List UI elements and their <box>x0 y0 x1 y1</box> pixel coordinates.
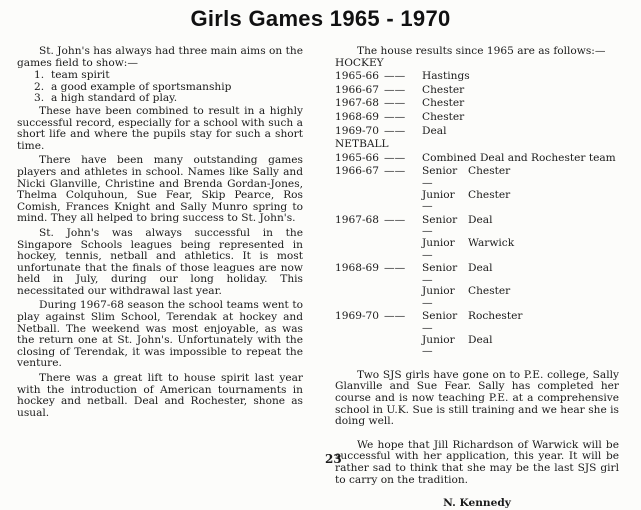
junior-result <box>422 190 619 213</box>
result-winner: Chester <box>422 83 465 96</box>
level-label: Junior — <box>422 285 455 309</box>
junior-winner: Warwick <box>468 236 515 249</box>
aim-text: a good example of sportsmanship <box>51 80 232 93</box>
result-dash: —— <box>384 310 406 323</box>
junior-result <box>422 335 619 358</box>
hockey-result-row <box>335 112 619 124</box>
body-paragraph: There was a great lift to house spirit last year with the introduction of American tournaments in hockey and netball. Deal and Rochester, shone as usual. <box>17 372 303 419</box>
senior-winner: Chester <box>468 165 511 178</box>
results-intro: The house results since 1965 are as follows:— <box>357 45 606 57</box>
result-dash: —— <box>384 83 406 96</box>
body-paragraph: These have been combined to result in a highly successful record, especially for a school with such a short life and where the pupils stay for such a short time. <box>17 104 303 152</box>
body-paragraph: We hope that Jill Richardson of Warwick will be successful with her application, this year. It will be rather sad to think that she may be the last SJS girl to carry on the tradition. <box>335 438 619 486</box>
aim-text: a high standard of play. <box>51 92 178 105</box>
result-dash: —— <box>384 262 406 275</box>
junior-winner: Deal <box>468 333 493 346</box>
aim-number: 1. <box>34 69 45 82</box>
result-year: 1969-70 <box>335 310 380 323</box>
result-year: 1967-68 <box>335 97 380 110</box>
result-year: 1965-66 <box>335 151 380 164</box>
result-split <box>422 311 619 357</box>
senior-winner: Rochester <box>468 310 523 323</box>
aim-number: 2. <box>34 80 45 93</box>
result-dash: —— <box>384 165 406 178</box>
page-number: 23 <box>325 452 342 466</box>
intro-paragraph: St. John's has always had three main aims on the games field to show:— <box>17 45 303 69</box>
junior-winner: Chester <box>468 285 511 298</box>
result-dash: —— <box>384 151 406 164</box>
result-dash: —— <box>384 110 406 123</box>
netball-results <box>335 166 619 358</box>
result-winner: Combined Deal and Rochester team <box>422 151 616 164</box>
netball-result-row <box>335 153 619 165</box>
result-dash: —— <box>384 70 406 83</box>
result-year: 1969-70 <box>335 124 380 137</box>
body-paragraph: During 1967-68 season the school teams went to play against Slim School, Terendak at hockey and Netball. The weekend was most enjoyable, as was the return one at St. John's. Unfortunately with the closing of Terendak, it was impossible to repeat the venture. <box>17 299 303 370</box>
netball-heading: NETBALL <box>335 138 389 151</box>
senior-winner: Deal <box>468 262 493 275</box>
junior-result <box>422 238 619 261</box>
hockey-result-row <box>335 71 619 83</box>
hockey-heading: HOCKEY <box>335 56 384 69</box>
netball-result-row <box>335 166 619 212</box>
hockey-results <box>335 71 619 137</box>
senior-result <box>422 311 619 334</box>
result-winner: Hastings <box>422 70 470 83</box>
result-split <box>422 166 619 212</box>
body-paragraph: There have been many outstanding games players and athletes in school. Names like Sally and Nicki Glanville, Christine and Brenda Gordan-Jones, Thelma Colquhoun, Sue Fear, Skip Pearce, Ros Comish, Frances Knight and Sally Munro spring to mind. They all helped to bring success to St. John's. <box>17 154 303 225</box>
senior-winner: Deal <box>468 213 493 226</box>
level-label: Junior — <box>422 188 455 213</box>
junior-result <box>422 286 619 309</box>
hockey-result-row <box>335 85 619 97</box>
result-winner: Chester <box>422 110 465 123</box>
result-winner: Chester <box>422 97 465 110</box>
netball-result-row <box>335 263 619 309</box>
senior-result <box>422 263 619 286</box>
level-label: Senior — <box>422 262 458 286</box>
result-year: 1966-67 <box>335 165 380 178</box>
result-winner: Deal <box>422 124 447 137</box>
left-column <box>17 46 303 419</box>
author-signature: N. Kennedy <box>443 497 511 510</box>
aims-list <box>17 70 303 105</box>
level-label: Senior — <box>422 165 458 189</box>
page-title: Girls Games 1965 - 1970 <box>190 6 451 31</box>
result-year: 1968-69 <box>335 110 380 123</box>
hockey-result-row <box>335 126 619 138</box>
result-year: 1968-69 <box>335 262 380 275</box>
result-dash: —— <box>384 213 406 226</box>
senior-result <box>422 166 619 189</box>
result-split <box>422 215 619 261</box>
level-label: Junior — <box>422 333 455 358</box>
aim-number: 3. <box>34 92 45 105</box>
result-year: 1967-68 <box>335 213 380 226</box>
hockey-result-row <box>335 98 619 110</box>
aim-item <box>17 93 303 105</box>
result-split <box>422 263 619 309</box>
result-year: 1966-67 <box>335 83 380 96</box>
senior-result <box>422 215 619 238</box>
level-label: Junior — <box>422 236 455 261</box>
netball-result-row <box>335 311 619 357</box>
netball-result-row <box>335 215 619 261</box>
level-label: Senior — <box>422 310 458 335</box>
junior-winner: Chester <box>468 188 511 201</box>
body-paragraph: St. John's was always successful in the Singapore Schools leagues being represented in hockey, tennis, netball and athletics. It is most unfortunate that the finals of those leagues are now held in July, during our long holiday. This necessitated our withdrawal last year. <box>17 226 303 297</box>
result-dash: —— <box>384 97 406 110</box>
body-paragraph: Two SJS girls have gone on to P.E. college, Sally Glanville and Sue Fear. Sally has completed her course and is now teaching P.E. at a comprehensive school in U.K. Sue is still training and we hear she is doing well. <box>335 368 619 428</box>
result-dash: —— <box>384 124 406 137</box>
level-label: Senior — <box>422 213 458 238</box>
right-column <box>335 46 619 510</box>
result-year: 1965-66 <box>335 70 380 83</box>
aim-text: team spirit <box>51 69 110 82</box>
